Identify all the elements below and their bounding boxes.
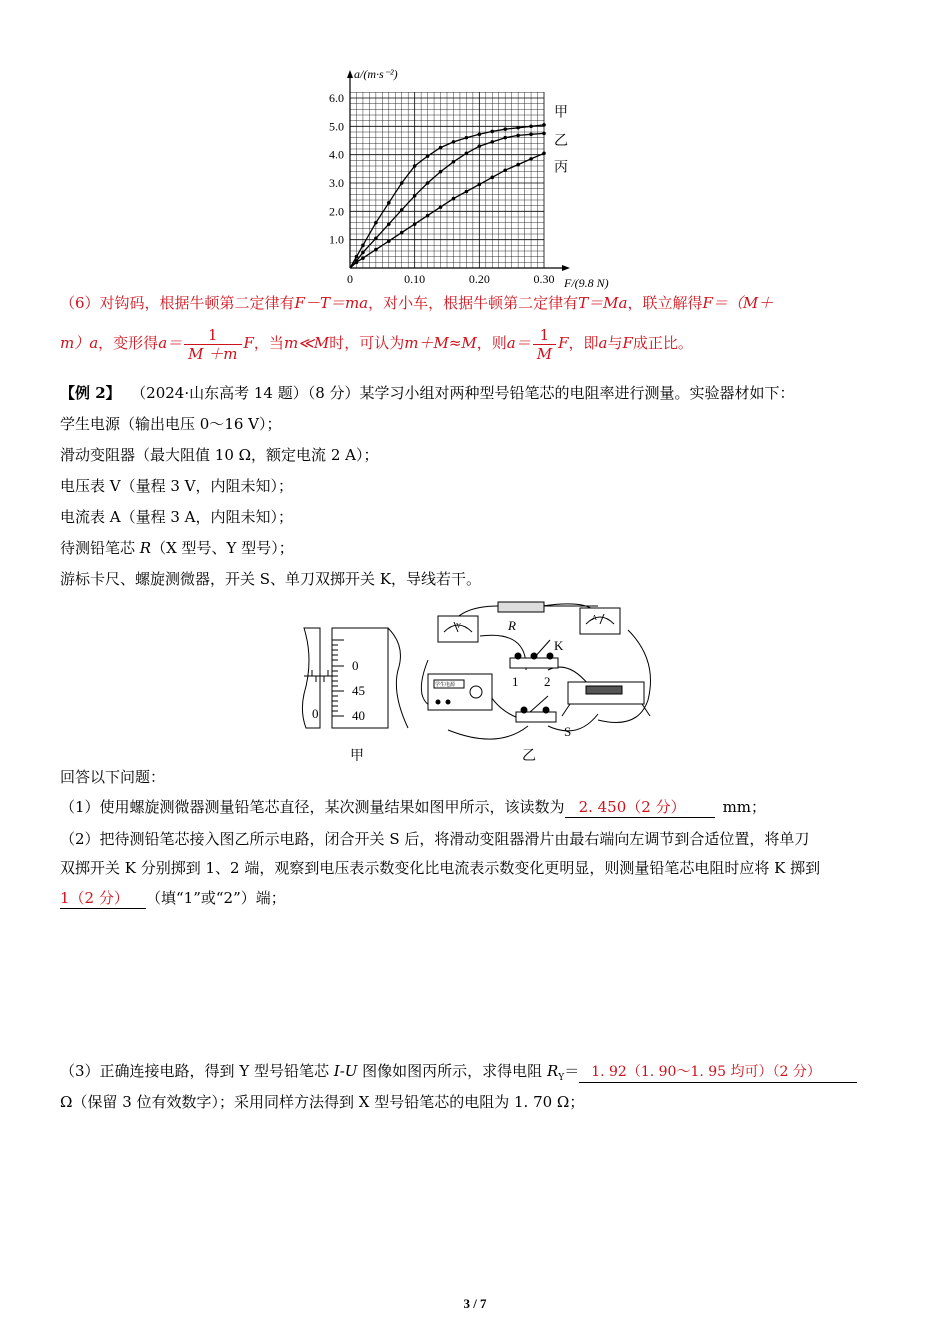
data-point	[452, 140, 456, 144]
page-number: 3 / 7	[463, 1296, 487, 1311]
y-tick-label: 5.0	[329, 119, 344, 134]
data-point	[529, 125, 533, 129]
data-point	[374, 248, 378, 252]
x-tick-label: 0.20	[468, 272, 490, 286]
data-point	[426, 154, 430, 158]
y-tick-label: 4.0	[329, 147, 344, 162]
equation-text: F	[558, 334, 569, 352]
equation-text: F	[622, 334, 633, 352]
data-point	[361, 244, 365, 248]
answer-blank: 2. 450（2 分）	[565, 797, 715, 818]
question-2-line-3	[60, 888, 286, 909]
equation-text: F	[243, 334, 254, 352]
ammeter-label: A	[592, 614, 598, 622]
question-text: 图像如图丙所示，求得电阻	[357, 1062, 547, 1080]
solution-text: ，联立解得	[627, 294, 703, 312]
example-intro: （2024·山东高考 14 题）（8 分）某学习小组对两种型号铅笔芯的电阻率进行测量。实验器材如下：	[138, 384, 795, 402]
data-point	[400, 181, 404, 185]
solution-text: ，则	[476, 334, 507, 352]
data-point	[413, 164, 417, 168]
solution-text: ，即	[568, 334, 599, 352]
question-text: （3）正确连接电路，得到 Y 型号铅笔芯	[60, 1062, 334, 1080]
question-1	[60, 797, 766, 818]
answer-blank: 1. 92（1. 90～1. 95 均可）（2 分）	[579, 1062, 857, 1083]
terminal-2-label: 2	[544, 674, 551, 689]
y-tick-label: 6.0	[329, 91, 344, 105]
solution-text: 与	[607, 334, 623, 352]
data-point	[452, 197, 456, 201]
question-3-line-2: Ω（保留 3 位有效数字）；采用同样方法得到 X 型号铅笔芯的电阻为 1. 70 Ω；	[60, 1093, 585, 1111]
data-point	[529, 132, 533, 136]
question-2-line-2: 双掷开关 K 分别掷到 1、2 端，观察到电压表示数变化比电流表示数变化更明显，则测量铅笔芯电阻时应将 K 掷到	[60, 859, 821, 877]
data-point	[439, 205, 443, 209]
chart-axes	[347, 70, 570, 271]
y-tick-label: 2.0	[329, 204, 344, 219]
data-point	[465, 190, 469, 194]
y-axis-arrow	[347, 70, 353, 78]
equipment-item: 电压表 V（量程 3 V，内阻未知）；	[60, 477, 294, 495]
question-text: mm；	[722, 798, 767, 816]
solution-6-line-2	[60, 323, 693, 363]
resistance-subscript: Y	[558, 1073, 565, 1083]
data-point	[374, 221, 378, 225]
series-name-label: 丙	[554, 160, 568, 176]
solution-6-line-1	[60, 293, 773, 313]
data-point	[503, 168, 507, 172]
data-point	[355, 255, 359, 259]
y-axis-label: a/(m·s⁻²)	[354, 67, 398, 81]
power-supply-label: 学生电源	[435, 683, 456, 688]
data-point	[503, 136, 507, 140]
caption-jia: 甲	[350, 749, 364, 764]
circuit-diagram	[421, 602, 650, 764]
x-axis-arrow	[562, 265, 570, 271]
chart-grid	[350, 92, 544, 268]
experiment-figure	[298, 600, 658, 770]
data-point	[478, 183, 482, 187]
voltmeter-label: V	[456, 622, 462, 630]
equation-text: a＝	[506, 334, 531, 352]
fraction-numerator: 1	[539, 325, 550, 344]
equipment-text: （X 型号、Y 型号）；	[151, 539, 294, 557]
data-point	[361, 256, 365, 260]
question-text: （填“1”或“2”）端；	[146, 889, 286, 907]
data-point	[387, 222, 391, 226]
data-point	[516, 134, 520, 138]
series-name-label: 乙	[554, 134, 568, 150]
micrometer-scale-label: 45	[352, 683, 365, 698]
data-point	[439, 146, 443, 150]
data-point	[355, 261, 359, 265]
equation-text: a＝	[158, 334, 183, 352]
equipment-item: 学生电源（输出电压 0～16 V）；	[60, 415, 282, 433]
data-point	[426, 214, 430, 218]
equipment-item: 滑动变阻器（最大阻值 10 Ω，额定电流 2 A）；	[60, 446, 379, 464]
data-point	[361, 251, 365, 255]
question-3-line-1	[60, 1061, 857, 1088]
data-point	[374, 236, 378, 240]
data-point	[490, 140, 494, 144]
example-tag: 【例 2】	[60, 384, 121, 402]
origin-label: 0	[347, 272, 353, 286]
caption-yi: 乙	[522, 749, 536, 764]
resistor-symbol: R	[139, 539, 152, 557]
data-point	[516, 126, 520, 130]
question-text: ＝	[564, 1062, 580, 1080]
question-2-line-1: （2）把待测铅笔芯接入图乙所示电路，闭合开关 S 后，将滑动变阻器滑片由最右端向左调节到合适位置，将单刀	[60, 830, 810, 848]
iu-symbol: I-U	[333, 1062, 358, 1080]
chart-series	[350, 123, 546, 268]
questions-lead: 回答以下问题：	[60, 768, 166, 786]
micrometer-scale-label: 40	[352, 708, 365, 723]
data-point	[478, 132, 482, 136]
data-point	[490, 176, 494, 180]
data-point	[542, 151, 546, 155]
data-point	[426, 181, 430, 185]
data-point	[529, 157, 533, 161]
data-point	[478, 144, 482, 148]
y-tick-label: 1.0	[329, 232, 344, 247]
data-point	[413, 222, 417, 226]
x-axis-label: F/(9.8 N)	[564, 276, 609, 290]
equation-text: m＋M≈M	[404, 334, 477, 352]
data-point	[387, 239, 391, 243]
equation-text: m≪M	[283, 334, 330, 352]
micrometer-reading	[302, 628, 408, 764]
micrometer-zero-label: 0	[312, 706, 319, 721]
data-point	[400, 231, 404, 235]
question-text: （1）使用螺旋测微器测量铅笔芯直径，某次测量结果如图甲所示，该读数为	[60, 798, 565, 816]
answer-blank: 1（2 分）	[60, 888, 146, 909]
solution-text: 时，可认为	[329, 334, 405, 352]
equation-text: T＝Ma	[578, 294, 628, 312]
equipment-item	[60, 538, 294, 558]
equation-text: m）a	[60, 334, 99, 352]
solution-text: 成正比。	[632, 334, 693, 352]
data-point	[465, 136, 469, 140]
data-point	[542, 132, 546, 136]
data-point	[387, 201, 391, 205]
example-2-heading	[60, 383, 795, 403]
data-point	[542, 123, 546, 127]
data-point	[400, 208, 404, 212]
y-tick-label: 3.0	[329, 176, 344, 190]
switch-s-label: S	[564, 724, 572, 739]
data-point	[413, 194, 417, 198]
data-point	[465, 151, 469, 155]
switch-k-label: K	[554, 638, 564, 653]
data-point	[516, 163, 520, 167]
rheostat-label: R	[508, 618, 516, 633]
solution-text: ，当	[253, 334, 284, 352]
data-point	[439, 170, 443, 174]
solution-text: ，变形得	[98, 334, 159, 352]
fraction-2	[533, 326, 556, 363]
terminal-1-label: 1	[512, 674, 519, 689]
resistance-symbol: R	[546, 1062, 559, 1080]
fraction-denominator: M ＋m	[184, 344, 241, 363]
equipment-item: 电流表 A（量程 3 A，内阻未知）；	[60, 508, 294, 526]
fraction-1	[184, 326, 241, 363]
equation-text: a	[598, 334, 608, 352]
data-point	[503, 127, 507, 131]
equipment-text: 待测铅笔芯	[60, 539, 140, 557]
solution-text: ，对小车，根据牛顿第二定律有	[368, 294, 579, 312]
x-tick-label: 0.30	[533, 272, 555, 286]
fraction-denominator: M	[533, 344, 556, 363]
fraction-numerator: 1	[208, 325, 218, 344]
equation-text: F－T＝ma	[294, 294, 369, 312]
x-tick-label: 0.10	[404, 272, 426, 286]
acceleration-force-chart	[300, 60, 640, 292]
data-point	[452, 160, 456, 164]
equation-text: F＝（M＋	[702, 294, 774, 312]
data-point	[490, 130, 494, 134]
series-name-label: 甲	[554, 105, 568, 121]
solution-text: （6）对钩码，根据牛顿第二定律有	[60, 294, 295, 312]
micrometer-scale-label: 0	[352, 658, 359, 673]
equipment-item: 游标卡尺、螺旋测微器，开关 S、单刀双掷开关 K，导线若干。	[60, 570, 482, 588]
